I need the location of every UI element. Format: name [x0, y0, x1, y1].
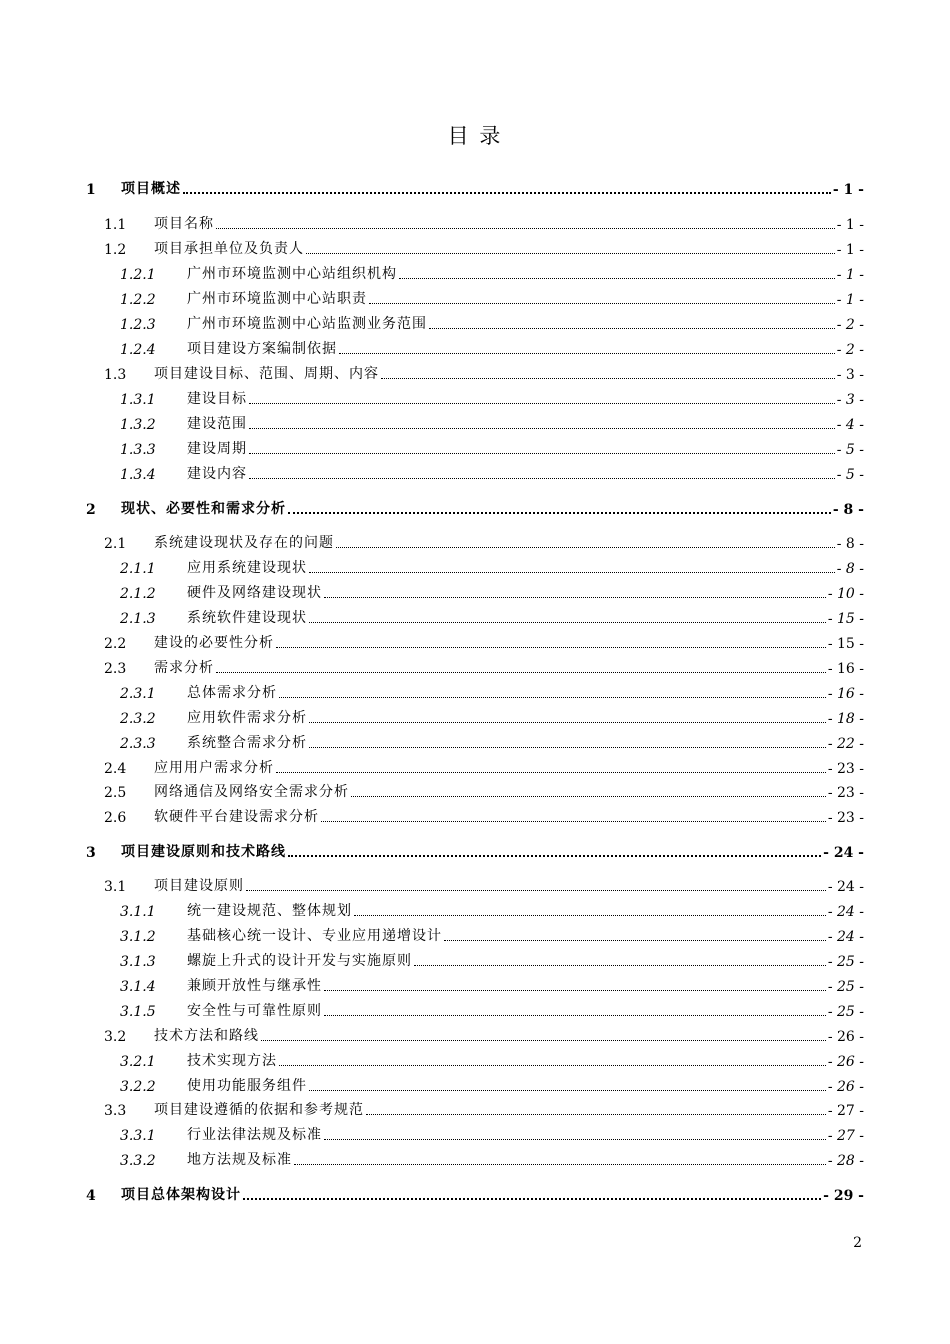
- toc-entry[interactable]: [0, 1099, 864, 1119]
- toc-entry[interactable]: [0, 657, 864, 677]
- toc-entry-page: - 15 -: [827, 636, 864, 652]
- toc-entry-title: 技术方法和路线: [154, 1028, 259, 1044]
- dot-leader: [249, 427, 835, 429]
- toc-entry-page: - 24 -: [827, 904, 864, 920]
- toc-entry-page: - 8 -: [832, 502, 864, 518]
- toc-entry-number: 2: [86, 502, 96, 518]
- toc-entry-page: - 1 -: [836, 292, 864, 308]
- toc-entry-number: 1: [86, 182, 96, 198]
- toc-entry[interactable]: [0, 1050, 864, 1070]
- toc-entry-number: 4: [86, 1188, 96, 1204]
- dot-leader: [216, 227, 835, 229]
- toc-entry[interactable]: [0, 732, 864, 752]
- toc-entry-number: 2.4: [104, 761, 127, 777]
- toc-entry-page: - 26 -: [827, 1079, 864, 1095]
- toc-entry-title: 技术实现方法: [187, 1053, 277, 1069]
- toc-entry[interactable]: [0, 1025, 864, 1045]
- dot-leader: [279, 1064, 826, 1066]
- dot-leader: [336, 546, 835, 548]
- toc-entry-page: - 27 -: [827, 1128, 864, 1144]
- toc-entry-title: 建设周期: [187, 441, 247, 457]
- toc-entry-title: 螺旋上升式的设计开发与实施原则: [187, 953, 412, 969]
- dot-leader: [276, 771, 826, 773]
- toc-entry-number: 1.2.2: [120, 292, 156, 308]
- toc-entry-number: 1.2: [104, 242, 127, 258]
- toc-entry[interactable]: [0, 263, 864, 283]
- dot-leader: [309, 1089, 826, 1091]
- toc-entry-number: 3.1.2: [120, 929, 156, 945]
- toc-entry[interactable]: [0, 925, 864, 945]
- dot-leader: [324, 1014, 826, 1016]
- toc-entry[interactable]: [0, 213, 864, 233]
- toc-entry-page: - 24 -: [827, 929, 864, 945]
- dot-leader: [306, 252, 835, 254]
- dot-leader: [249, 402, 835, 404]
- toc-entry-page: - 23 -: [827, 761, 864, 777]
- toc-entry-page: - 29 -: [823, 1188, 864, 1204]
- toc-entry-page: - 4 -: [836, 417, 864, 433]
- toc-entry-number: 3.1: [104, 879, 127, 895]
- toc-entry-page: - 10 -: [827, 586, 864, 602]
- toc-entry-number: 1.1: [104, 217, 127, 233]
- dot-leader: [324, 596, 826, 598]
- toc-entry-title: 建设目标: [187, 391, 247, 407]
- toc-entry-title: 建设内容: [187, 466, 247, 482]
- toc-entry[interactable]: [0, 438, 864, 458]
- toc-entry-title: 总体需求分析: [187, 685, 277, 701]
- toc-entry[interactable]: [0, 238, 864, 258]
- toc-entry-number: 2.1: [104, 536, 127, 552]
- toc-entry-page: - 18 -: [827, 711, 864, 727]
- toc-entry-number: 1.2.3: [120, 317, 156, 333]
- dot-leader: [249, 477, 835, 479]
- toc-entry[interactable]: [0, 178, 864, 198]
- dot-leader: [321, 820, 826, 822]
- toc-entry[interactable]: [0, 532, 864, 552]
- toc-entry-page: - 24 -: [827, 879, 864, 895]
- toc-entry-number: 2.1.2: [120, 586, 156, 602]
- toc-entry-number: 2.5: [104, 785, 127, 801]
- toc-entry[interactable]: [0, 498, 864, 518]
- toc-title: 目 录: [447, 124, 503, 148]
- toc-entry-title: 需求分析: [154, 660, 214, 676]
- toc-entry[interactable]: [0, 557, 864, 577]
- dot-leader: [294, 1163, 826, 1165]
- toc-entry[interactable]: [0, 682, 864, 702]
- toc-entry-title: 应用用户需求分析: [154, 760, 274, 776]
- toc-entry-page: - 2 -: [836, 342, 864, 358]
- toc-entry-title: 行业法律法规及标准: [187, 1127, 322, 1143]
- toc-entry-page: - 1 -: [836, 242, 864, 258]
- toc-entry-title: 项目建设原则和技术路线: [121, 844, 286, 860]
- toc-entry[interactable]: [0, 841, 864, 861]
- toc-entry-page: - 2 -: [836, 317, 864, 333]
- toc-entry-title: 应用系统建设现状: [187, 560, 307, 576]
- toc-entry-title: 软硬件平台建设需求分析: [154, 809, 319, 825]
- toc-entry-page: - 26 -: [827, 1054, 864, 1070]
- toc-entry-page: - 25 -: [827, 979, 864, 995]
- toc-entry[interactable]: [0, 338, 864, 358]
- dot-leader: [369, 302, 835, 304]
- toc-entry-page: - 27 -: [827, 1103, 864, 1119]
- toc-entry-page: - 8 -: [836, 536, 864, 552]
- toc-entry-page: - 24 -: [823, 845, 864, 861]
- toc-entry-number: 3: [86, 845, 96, 861]
- toc-entry-number: 1.2.1: [120, 267, 156, 283]
- toc-entry-number: 1.3: [104, 367, 127, 383]
- toc-entry-page: - 1 -: [832, 182, 864, 198]
- toc-entry-title: 项目建设遵循的依据和参考规范: [154, 1102, 364, 1118]
- toc-entry-title: 建设的必要性分析: [154, 635, 274, 651]
- toc-entry-title: 基础核心统一设计、专业应用递增设计: [187, 928, 442, 944]
- dot-leader: [399, 277, 835, 279]
- toc-entry-number: 3.3.1: [120, 1128, 156, 1144]
- toc-entry-title: 建设范围: [187, 416, 247, 432]
- toc-entry-title: 硬件及网络建设现状: [187, 585, 322, 601]
- toc-entry-page: - 16 -: [827, 661, 864, 677]
- dot-leader: [309, 721, 826, 723]
- dot-leader: [279, 696, 826, 698]
- toc-entry-number: 1.3.2: [120, 417, 156, 433]
- toc-entry[interactable]: [0, 757, 864, 777]
- toc-entry[interactable]: [0, 632, 864, 652]
- toc-entry[interactable]: [0, 1124, 864, 1144]
- toc-entry-title: 统一建设规范、整体规划: [187, 903, 352, 919]
- toc-entry-number: 1.3.1: [120, 392, 156, 408]
- toc-entry-title: 地方法规及标准: [187, 1152, 292, 1168]
- toc-entry-title: 广州市环境监测中心站监测业务范围: [187, 316, 427, 332]
- toc-entry[interactable]: [0, 781, 864, 801]
- toc-entry[interactable]: [0, 582, 864, 602]
- toc-entry[interactable]: [0, 607, 864, 627]
- toc-entry-number: 2.1.3: [120, 611, 156, 627]
- toc-entry-number: 3.3: [104, 1103, 127, 1119]
- toc-entry[interactable]: [0, 463, 864, 483]
- toc-entry-title: 网络通信及网络安全需求分析: [154, 784, 349, 800]
- toc-entry-title: 项目概述: [121, 181, 181, 197]
- toc-entry-number: 3.2.2: [120, 1079, 156, 1095]
- toc-entry-page: - 15 -: [827, 611, 864, 627]
- dot-leader: [309, 621, 826, 623]
- toc-entry-title: 项目承担单位及负责人: [154, 241, 304, 257]
- toc-entry-page: - 3 -: [836, 392, 864, 408]
- toc-entry-page: - 22 -: [827, 736, 864, 752]
- dot-leader: [243, 1197, 821, 1200]
- toc-entry[interactable]: [0, 1000, 864, 1020]
- toc-entry[interactable]: [0, 806, 864, 826]
- toc-entry-title: 项目建设目标、范围、周期、内容: [154, 366, 379, 382]
- toc-entry-title: 项目名称: [154, 216, 214, 232]
- toc-entry-page: - 28 -: [827, 1153, 864, 1169]
- toc-entry-number: 2.3.1: [120, 686, 156, 702]
- toc-entry[interactable]: [0, 975, 864, 995]
- toc-entry-title: 项目总体架构设计: [121, 1187, 241, 1203]
- dot-leader: [183, 191, 831, 194]
- toc-entry-number: 2.2: [104, 636, 127, 652]
- toc-entry-title: 使用功能服务组件: [187, 1078, 307, 1094]
- toc-entry-title: 项目建设方案编制依据: [187, 341, 337, 357]
- toc-entry-page: - 5 -: [836, 442, 864, 458]
- toc-entry[interactable]: [0, 950, 864, 970]
- toc-entry-page: - 8 -: [836, 561, 864, 577]
- toc-entry-page: - 25 -: [827, 1004, 864, 1020]
- toc-entry-number: 1.3.3: [120, 442, 156, 458]
- toc-entry-title: 安全性与可靠性原则: [187, 1003, 322, 1019]
- dot-leader: [309, 746, 826, 748]
- toc-entry-page: - 1 -: [836, 267, 864, 283]
- dot-leader: [249, 452, 835, 454]
- dot-leader: [324, 1138, 826, 1140]
- toc-entry[interactable]: [0, 1184, 864, 1204]
- toc-entry[interactable]: [0, 1149, 864, 1169]
- dot-leader: [351, 795, 826, 797]
- toc-entry-page: - 23 -: [827, 810, 864, 826]
- toc-entry[interactable]: [0, 413, 864, 433]
- toc-entry-number: 3.2.1: [120, 1054, 156, 1070]
- dot-leader: [339, 352, 835, 354]
- toc-entry-title: 广州市环境监测中心站组织机构: [187, 266, 397, 282]
- toc-entry[interactable]: [0, 363, 864, 383]
- toc-entry-number: 2.3.3: [120, 736, 156, 752]
- toc-entry-number: 3.3.2: [120, 1153, 156, 1169]
- toc-entry-title: 应用软件需求分析: [187, 710, 307, 726]
- dot-leader: [429, 327, 835, 329]
- toc-entry-number: 2.6: [104, 810, 127, 826]
- toc-entry-page: - 23 -: [827, 785, 864, 801]
- toc-entry[interactable]: [0, 875, 864, 895]
- toc-entry[interactable]: [0, 313, 864, 333]
- dot-leader: [288, 511, 831, 514]
- toc-entry-title: 广州市环境监测中心站职责: [187, 291, 367, 307]
- toc-entry-page: - 5 -: [836, 467, 864, 483]
- toc-entry-number: 2.3.2: [120, 711, 156, 727]
- toc-entry[interactable]: [0, 900, 864, 920]
- page-number: 2: [853, 1235, 862, 1251]
- toc-entry-number: 3.1.4: [120, 979, 156, 995]
- dot-leader: [366, 1113, 826, 1115]
- dot-leader: [414, 964, 826, 966]
- dot-leader: [324, 989, 826, 991]
- dot-leader: [246, 889, 826, 891]
- dot-leader: [261, 1039, 826, 1041]
- toc-entry-title: 系统建设现状及存在的问题: [154, 535, 334, 551]
- dot-leader: [354, 914, 826, 916]
- toc-entry-title: 兼顾开放性与继承性: [187, 978, 322, 994]
- toc-entry-page: - 26 -: [827, 1029, 864, 1045]
- toc-entry-number: 3.1.3: [120, 954, 156, 970]
- dot-leader: [381, 377, 835, 379]
- toc-entry[interactable]: [0, 1075, 864, 1095]
- toc-entry[interactable]: [0, 388, 864, 408]
- toc-entry-number: 3.2: [104, 1029, 127, 1045]
- toc-entry-page: - 1 -: [836, 217, 864, 233]
- toc-entry[interactable]: [0, 707, 864, 727]
- dot-leader: [216, 671, 826, 673]
- toc-entry-title: 现状、必要性和需求分析: [121, 501, 286, 517]
- toc-entry-title: 项目建设原则: [154, 878, 244, 894]
- toc-entry-number: 2.3: [104, 661, 127, 677]
- toc-entry-page: - 3 -: [836, 367, 864, 383]
- dot-leader: [276, 646, 826, 648]
- dot-leader: [288, 854, 821, 857]
- toc-entry-number: 1.2.4: [120, 342, 156, 358]
- toc-entry-number: 2.1.1: [120, 561, 156, 577]
- toc-entry[interactable]: [0, 288, 864, 308]
- toc-entry-number: 1.3.4: [120, 467, 156, 483]
- toc-entry-number: 3.1.5: [120, 1004, 156, 1020]
- toc-entry-page: - 16 -: [827, 686, 864, 702]
- toc-entry-title: 系统整合需求分析: [187, 735, 307, 751]
- dot-leader: [444, 939, 826, 941]
- toc-entry-page: - 25 -: [827, 954, 864, 970]
- toc-entry-number: 3.1.1: [120, 904, 156, 920]
- dot-leader: [309, 571, 835, 573]
- toc-entry-title: 系统软件建设现状: [187, 610, 307, 626]
